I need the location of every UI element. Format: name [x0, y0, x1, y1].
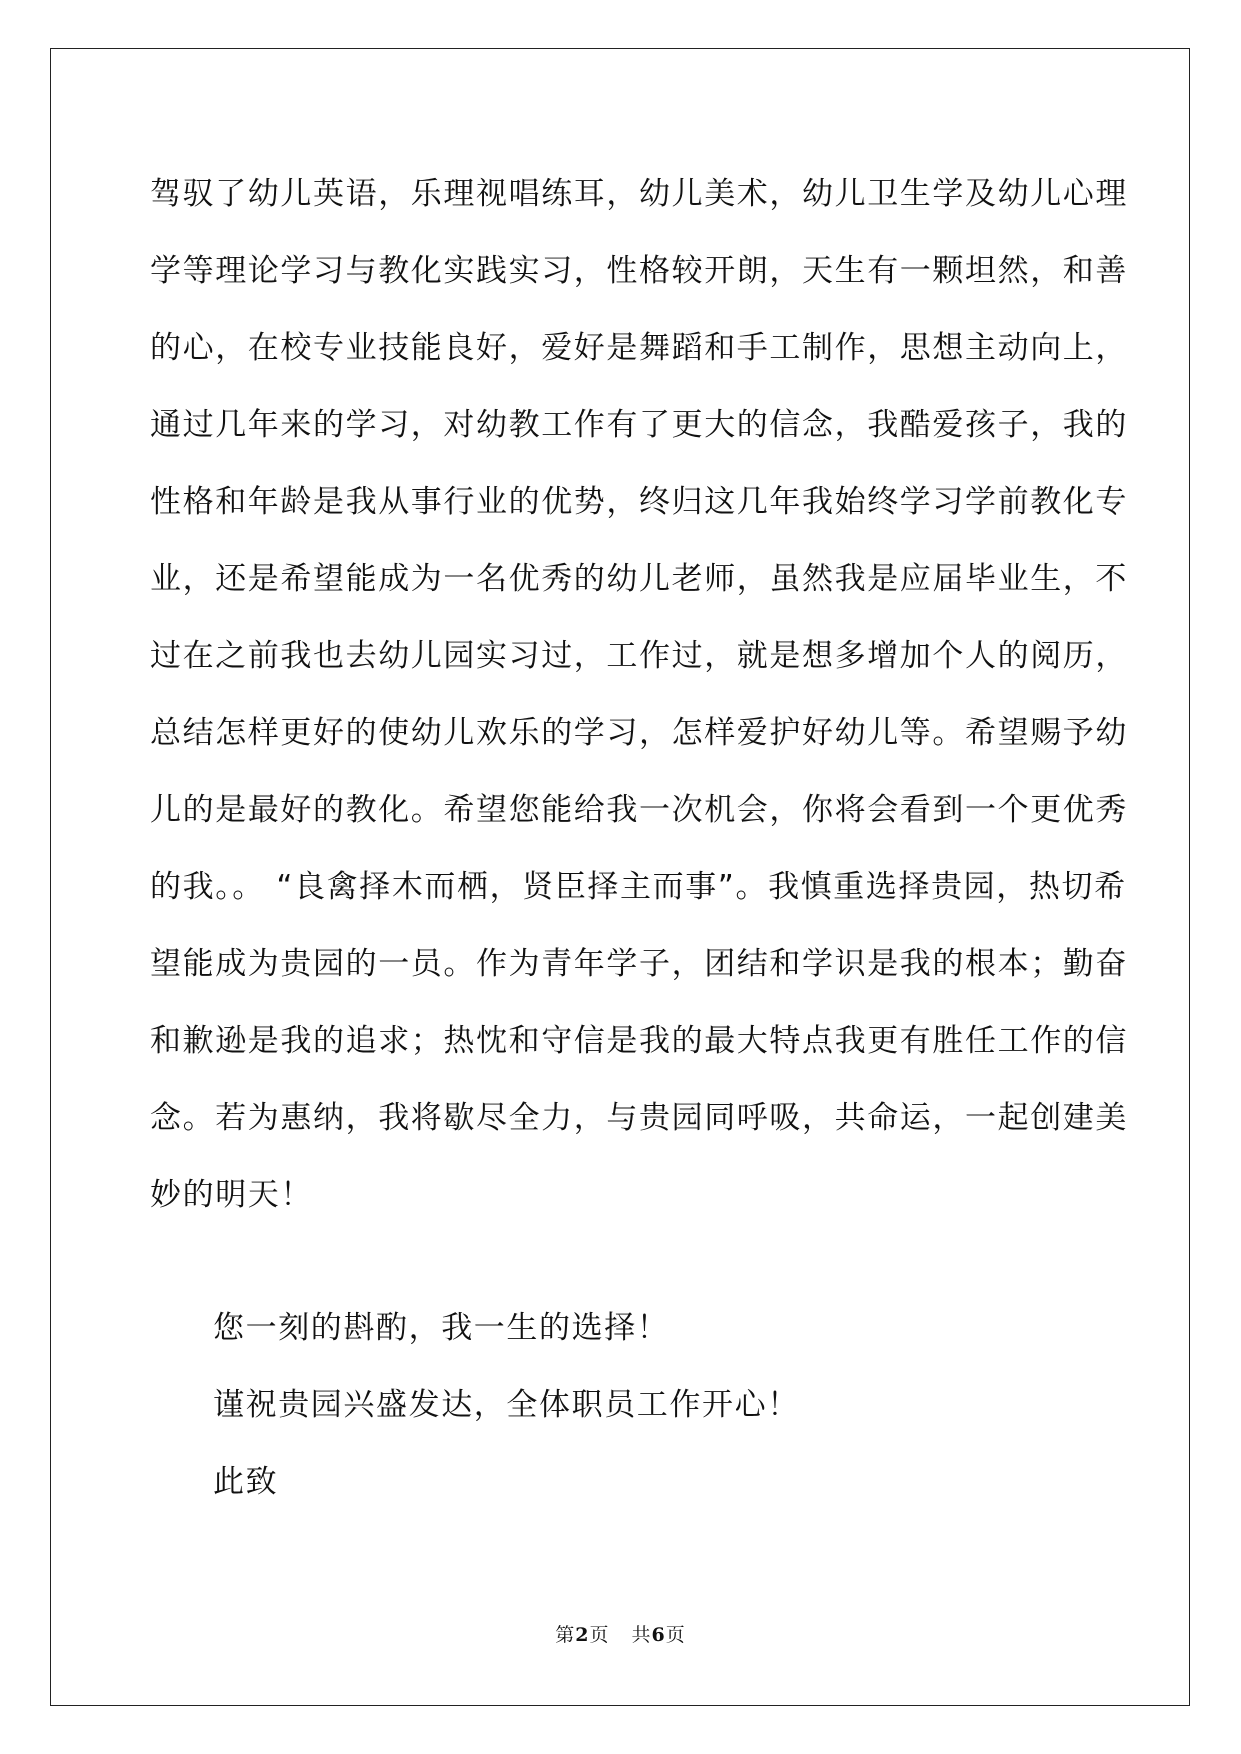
page-footer [0, 1620, 1241, 1647]
body-line-4: 通过几年来的学习，对幼教工作有了更大的信念，我酷爱孩子，我的 [150, 407, 1128, 443]
body-line-12: 和歉逊是我的追求；热忱和守信是我的最大特点我更有胜任工作的信 [150, 1023, 1128, 1059]
body-line-9: 儿的是最好的教化。希望您能给我一次机会，你将会看到一个更优秀 [150, 792, 1128, 828]
closing-line-wishes: 谨祝贵园兴盛发达，全体职员工作开心！ [213, 1387, 800, 1423]
body-line-13: 念。若为惠纳，我将歇尽全力，与贵园同呼吸，共命运，一起创建美 [150, 1100, 1128, 1136]
body-line-5: 性格和年龄是我从事行业的优势，终归这几年我始终学习学前教化专 [150, 484, 1128, 520]
body-line-8: 总结怎样更好的使幼儿欢乐的学习，怎样爱护好幼儿等。希望赐予幼 [150, 715, 1128, 751]
body-line-1: 驾驭了幼儿英语，乐理视唱练耳，幼儿美术，幼儿卫生学及幼儿心理 [150, 176, 1128, 212]
page-number: 第2页 [555, 1624, 610, 1646]
body-line-3: 的心，在校专业技能良好，爱好是舞蹈和手工制作，思想主动向上， [150, 330, 1128, 366]
body-line-10: 的我。。 “良禽择木而栖，贤臣择主而事”。我慎重选择贵园，热切希 [150, 869, 1127, 905]
letter-body [150, 156, 1128, 1234]
closing-line-consideration: 您一刻的斟酌，我一生的选择！ [213, 1310, 670, 1346]
body-line-14: 妙的明天！ [150, 1177, 313, 1213]
letter-closing [213, 1290, 1113, 1521]
page-total: 共6页 [631, 1624, 686, 1646]
closing-line-salutation: 此致 [213, 1464, 279, 1500]
body-line-11: 望能成为贵园的一员。作为青年学子，团结和学识是我的根本；勤奋 [150, 946, 1128, 982]
body-line-2: 学等理论学习与教化实践实习，性格较开朗，天生有一颗坦然，和善 [150, 253, 1128, 289]
body-line-7: 过在之前我也去幼儿园实习过，工作过，就是想多增加个人的阅历， [150, 638, 1128, 674]
total-pages: 6 [651, 1624, 666, 1646]
body-line-6: 业，还是希望能成为一名优秀的幼儿老师，虽然我是应届毕业生，不 [150, 561, 1128, 597]
current-page: 2 [575, 1624, 590, 1646]
